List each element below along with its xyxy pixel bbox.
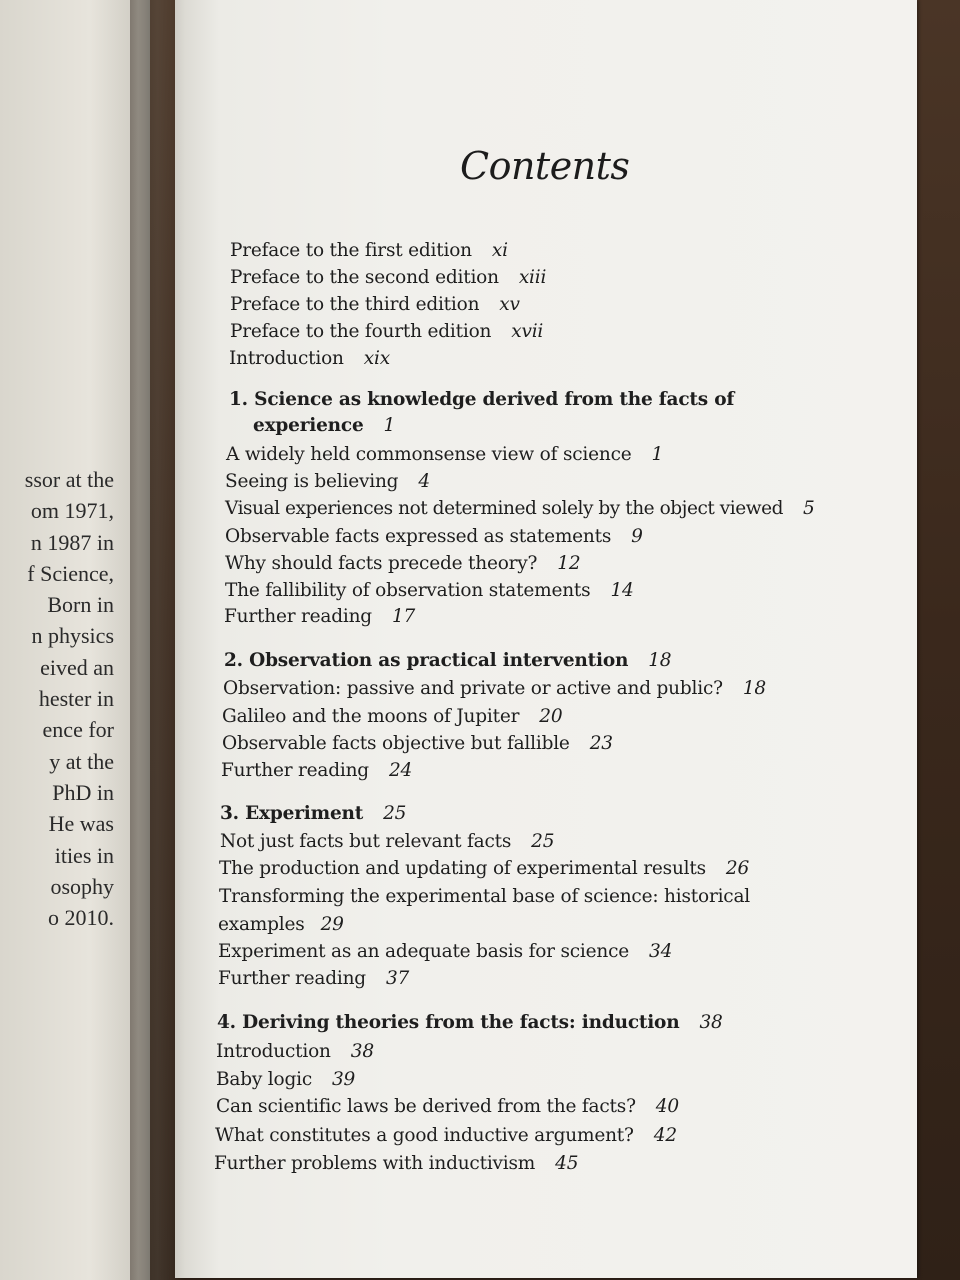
toc-entry-title: The production and updating of experimental results	[219, 858, 706, 879]
toc-entry-title: Further reading	[218, 968, 366, 989]
toc-entry-title: Galileo and the moons of Jupiter	[222, 706, 520, 727]
toc-entry-title: Observable facts objective but fallible	[222, 733, 570, 754]
left-page-line: hester in	[38, 686, 114, 712]
toc-entry	[230, 240, 508, 261]
toc-entry-title: Preface to the third edition	[230, 294, 480, 315]
toc-entry	[224, 606, 415, 627]
toc-entry	[229, 348, 390, 369]
toc-entry	[219, 858, 749, 879]
toc-page-number: 24	[388, 760, 413, 781]
toc-entry-title: Visual experiences not determined solely by the object viewed	[225, 498, 784, 519]
toc-entry	[221, 760, 412, 781]
toc-entry-title: Further reading	[224, 606, 372, 627]
toc-entry	[223, 678, 766, 699]
toc-entry	[216, 1041, 374, 1062]
toc-entry-title: The fallibility of observation statements	[225, 580, 591, 601]
toc-entry-title: Experiment as an adequate basis for science	[218, 941, 630, 962]
gutter-shadow	[130, 0, 185, 1280]
toc-entry	[220, 831, 554, 852]
toc-entry-title: Observable facts expressed as statements	[225, 526, 612, 547]
toc-entry	[225, 526, 643, 547]
toc-page-number: 9	[631, 526, 643, 547]
toc-page-number: 45	[555, 1153, 579, 1174]
left-page-line: n 1987 in	[30, 529, 114, 555]
left-page-line: ence for	[42, 717, 114, 743]
toc-entry-title: Seeing is believing	[225, 471, 399, 492]
toc-entry-title: What constitutes a good inductive argument?	[215, 1125, 634, 1146]
toc-page-number: 38	[699, 1012, 723, 1033]
toc-page-number: 37	[385, 968, 410, 989]
toc-entry-title: A widely held commonsense view of science	[226, 444, 632, 465]
left-page-line: om 1971,	[30, 498, 114, 524]
chapter-title: 2. Observation as practical intervention	[224, 650, 629, 671]
toc-page-number: xiii	[518, 267, 547, 288]
toc-page-number: 40	[655, 1096, 679, 1117]
left-page-line: n physics	[31, 623, 114, 649]
left-page-line: osophy	[50, 873, 114, 899]
toc-page-number: 23	[589, 733, 613, 754]
toc-entry	[226, 444, 663, 465]
toc-page-number: 39	[331, 1069, 356, 1090]
toc-entry	[230, 321, 543, 342]
toc-page-number: 1	[651, 444, 664, 465]
toc-page-number: 18	[648, 650, 672, 671]
toc-entry-title: Why should facts precede theory?	[225, 553, 538, 574]
toc-entry-title: Not just facts but relevant facts	[220, 831, 512, 852]
page-title: Contents	[460, 144, 630, 188]
toc-entry-title: Preface to the second edition	[230, 267, 499, 288]
toc-page-number: 42	[653, 1125, 677, 1146]
chapter-title: 3. Experiment	[220, 803, 364, 824]
chapter-heading-continued	[253, 415, 395, 436]
toc-page-number: 29	[320, 914, 344, 935]
toc-entry-title: Transforming the experimental base of science: historical	[219, 886, 751, 907]
left-page-line: f Science,	[27, 560, 114, 586]
chapter-heading	[217, 1012, 723, 1033]
chapter-heading	[220, 803, 406, 824]
toc-entry	[218, 941, 672, 962]
left-page-line: He was	[48, 811, 114, 837]
toc-entry-title: Further problems with inductivism	[214, 1153, 536, 1174]
left-page-line: o 2010.	[48, 905, 114, 931]
left-page-text	[0, 464, 114, 933]
toc-page-number: 25	[531, 831, 555, 852]
toc-entry-title: Preface to the fourth edition	[230, 321, 492, 342]
chapter-title: experience	[253, 415, 364, 436]
toc-page-number: 14	[610, 580, 634, 601]
toc-page-number: 5	[803, 498, 815, 519]
toc-entry	[225, 553, 580, 574]
toc-entry	[222, 706, 562, 727]
toc-entry-title: Observation: passive and private or active and public?	[223, 678, 723, 699]
toc-entry	[230, 294, 520, 315]
toc-entry-title: Introduction	[229, 348, 344, 369]
toc-page-number: 38	[350, 1041, 374, 1062]
toc-entry-title: Preface to the first edition	[230, 240, 472, 261]
toc-entry-title: examples	[218, 914, 305, 935]
chapter-heading	[224, 650, 671, 671]
left-page	[0, 0, 150, 1280]
toc-entry-title: Further reading	[221, 760, 369, 781]
chapter-heading	[229, 389, 734, 410]
left-page-line: Born in	[47, 592, 114, 618]
toc-entry-title: Introduction	[216, 1041, 331, 1062]
toc-entry	[216, 1096, 679, 1117]
toc-entry	[222, 733, 613, 754]
toc-page-number: 25	[383, 803, 407, 824]
toc-entry	[225, 498, 814, 519]
toc-page-number: xvii	[511, 321, 544, 342]
toc-entry	[218, 968, 409, 989]
toc-page-number: xix	[363, 348, 390, 369]
left-page-line: ssor at the	[24, 467, 114, 492]
toc-page-number: xi	[491, 240, 508, 261]
toc-entry-title: Can scientific laws be derived from the facts?	[216, 1096, 636, 1117]
left-page-line: ities in	[54, 842, 114, 868]
toc-page-number: 18	[742, 678, 766, 699]
toc-entry	[216, 1069, 355, 1090]
toc-page-number: 26	[725, 858, 750, 879]
toc-entry	[225, 471, 430, 492]
toc-page-number: 20	[539, 706, 563, 727]
toc-entry-title: Baby logic	[216, 1069, 312, 1090]
toc-page-number: 17	[391, 606, 416, 627]
toc-entry	[215, 1125, 677, 1146]
left-page-line: PhD in	[52, 779, 114, 805]
chapter-title: 4. Deriving theories from the facts: induction	[217, 1012, 680, 1033]
toc-page-number: 12	[557, 553, 581, 574]
toc-page-number: 1	[383, 415, 396, 436]
left-page-line: eived an	[40, 654, 114, 680]
toc-entry	[219, 886, 750, 907]
chapter-title: 1. Science as knowledge derived from the facts of	[229, 389, 735, 410]
toc-page-number: xv	[499, 294, 520, 315]
toc-page-number: 4	[418, 471, 430, 492]
toc-entry	[214, 1153, 578, 1174]
toc-entry	[225, 580, 634, 601]
toc-page-number: 34	[649, 941, 673, 962]
toc-entry	[230, 267, 546, 288]
left-page-line: y at the	[49, 748, 114, 774]
toc-entry-continued	[218, 914, 344, 935]
